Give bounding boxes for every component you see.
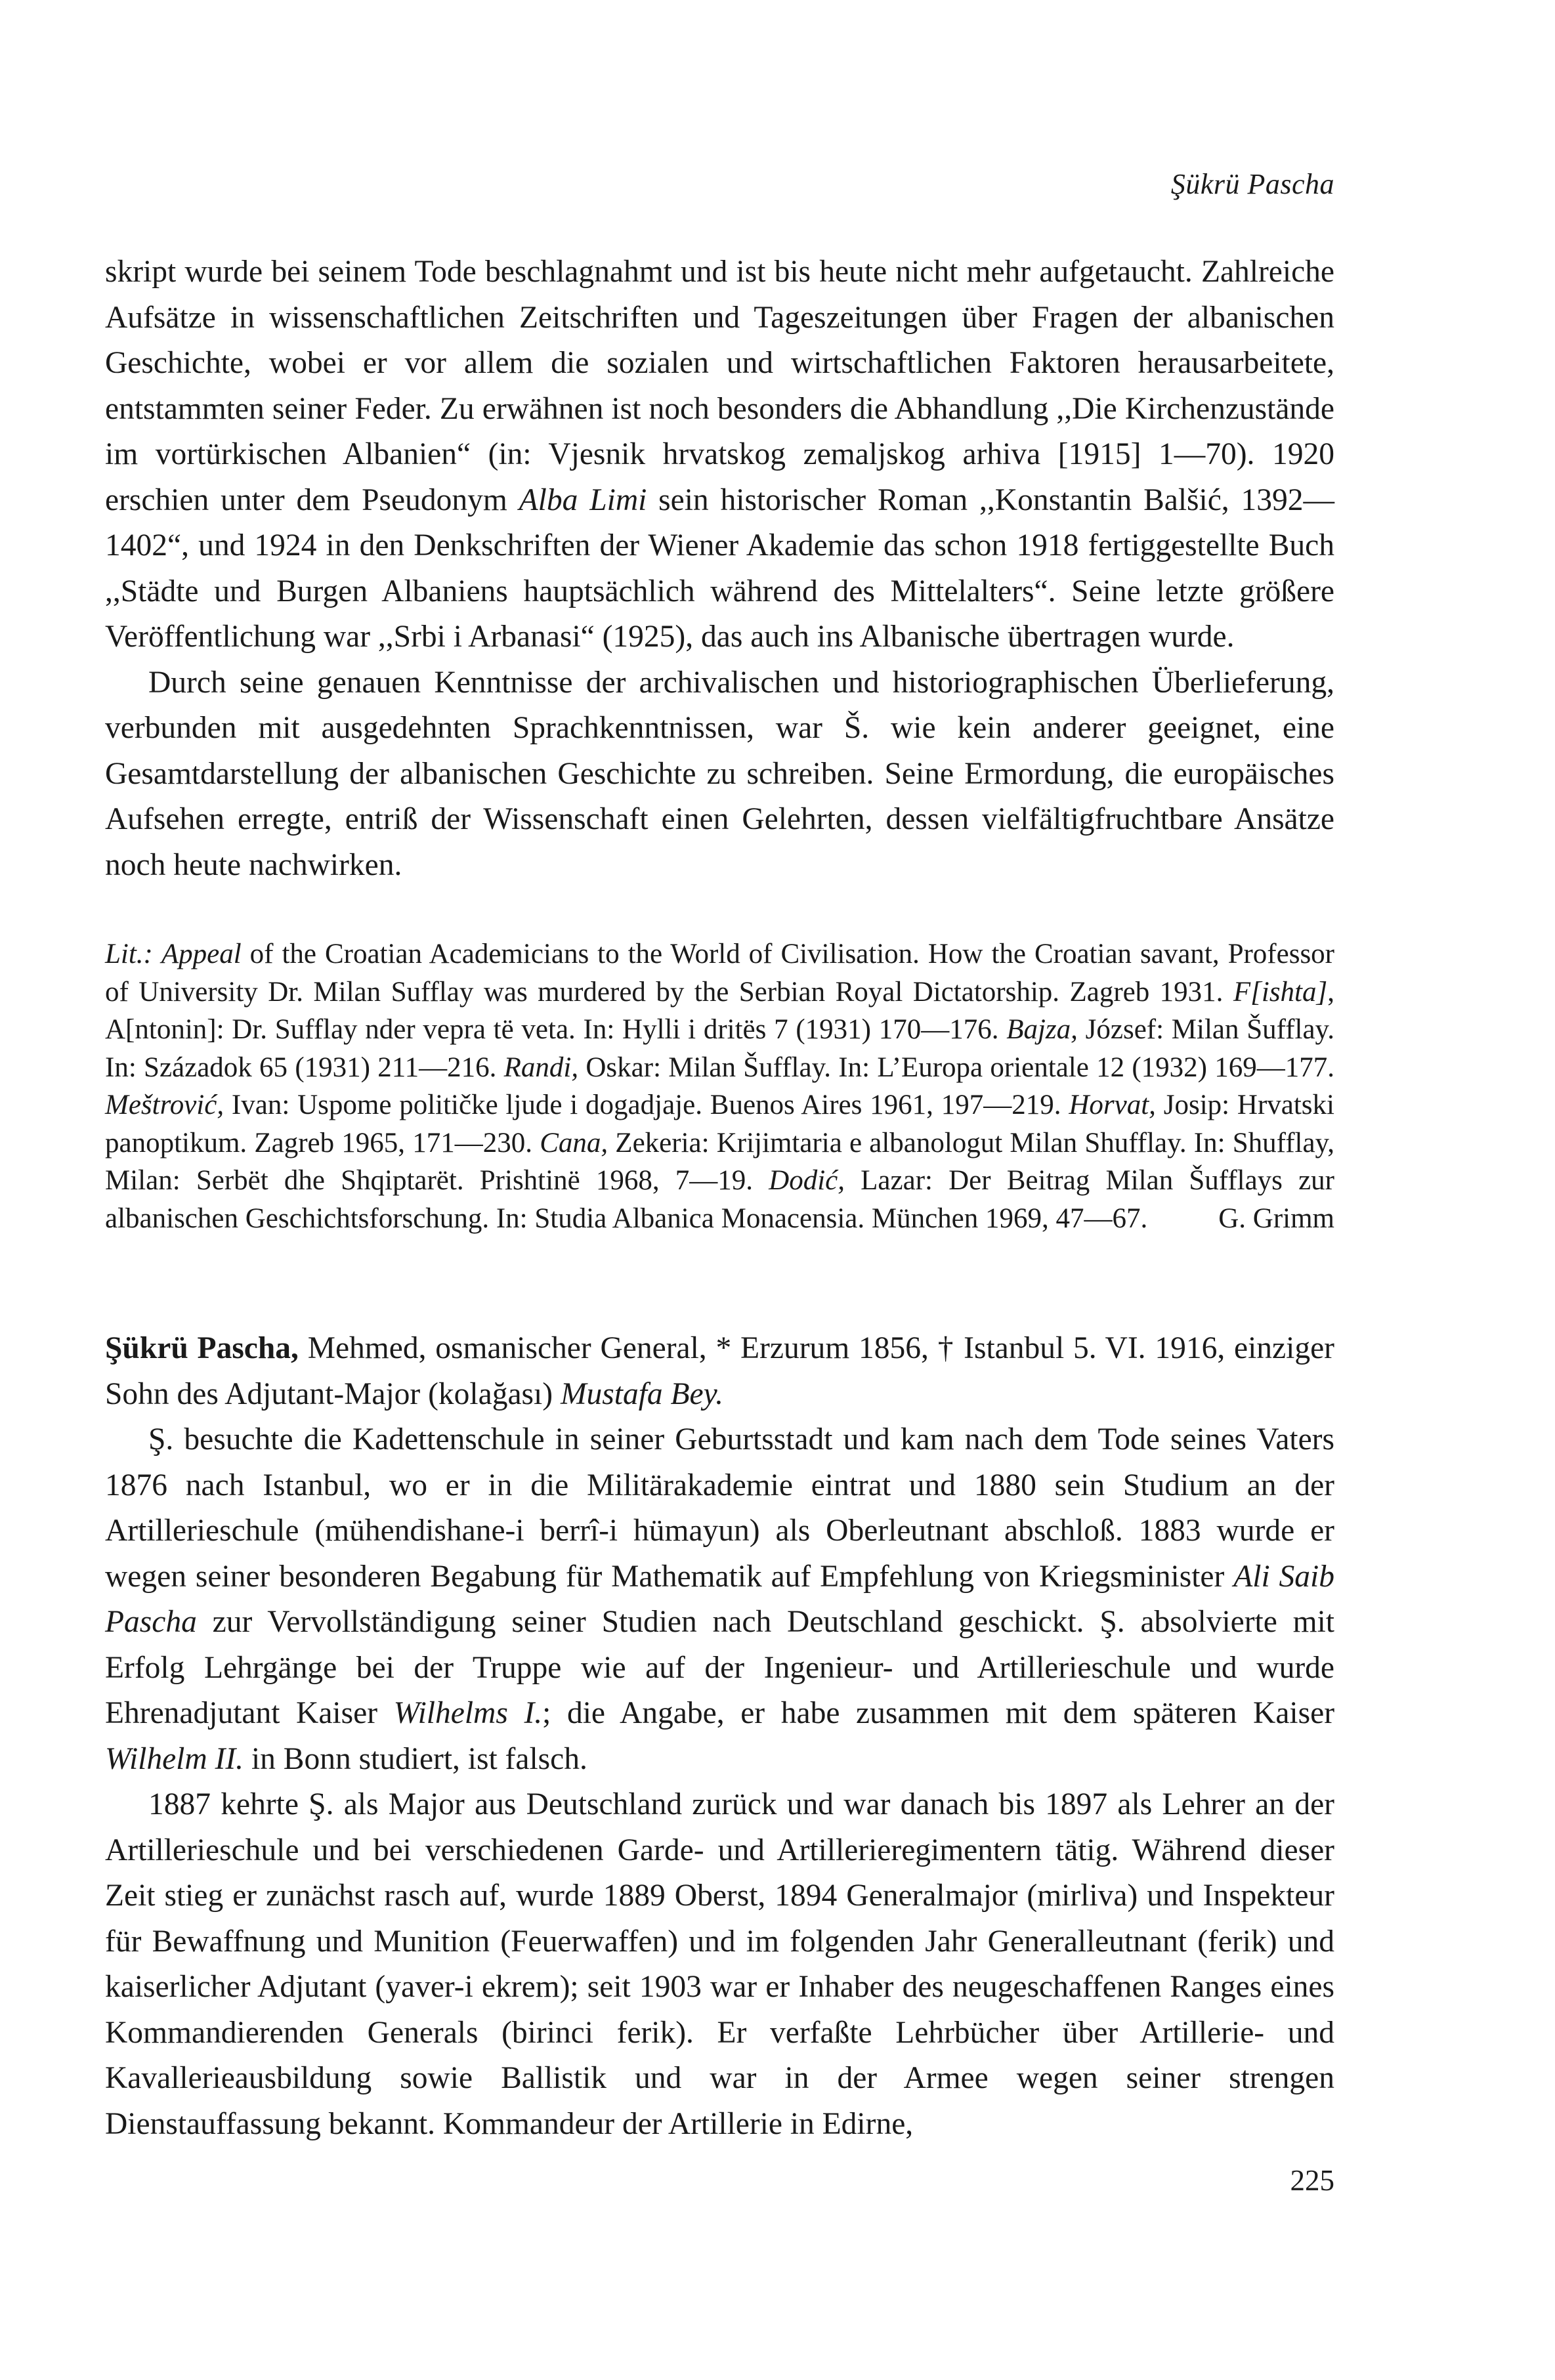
literature-block xyxy=(105,935,1334,1237)
paragraph: 1887 kehrte Ş. als Major aus Deutschland zurück und war danach bis 1897 als Lehrer an der Artillerieschule und bei verschiedenen Garde- und Artillerieregimentern tätig. Während dieser Zeit stieg er zunächst rasch auf, wurde 1889 Oberst, 1894 Generalmajor (mirliva) und Inspekteur für Bewaffnung und Munition (Feuerwaffen) und im folgenden Jahr Generalleutnant (ferik) und kaiserlicher Adjutant (yaver-i ekrem); seit 1903 war er Inhaber des neugeschaffenen Ranges eines Kommandierenden Generals (birinci ferik). Er verfaßte Lehrbücher über Artillerie- und Kavallerieausbildung sowie Ballistik und war in der Armee wegen seiner strengen Dienstauffassung bekannt. Kommandeur der Artillerie in Edirne, xyxy=(105,1787,1334,2141)
literature-list: Lit.: Appeal of the Croatian Academicians to the World of Civilisation. How the Croatian savant, Professor of University Dr. Milan Sufflay was murdered by the Serbian Royal Dictatorship. Zagreb 1931. F[ishta], A[ntonin]: Dr. Sufflay nder vepra të veta. In: Hylli i dritës 7 (1931) 170—176. Bajza, József: Milan Šufflay. In: Századok 65 (1931) 211—216. Randi, Oskar: Milan Šufflay. In: L’Europa orientale 12 (1932) 169—177. Meštrović, Ivan: Uspome političke ljude i dogadjaje. Buenos Aires 1961, 197—219. Horvat, Josip: Hrvatski panoptikum. Zagreb 1965, 171—230. Cana, Zekeria: Krijimtaria e albanologut Milan Shufflay. In: Shufflay, Milan: Serbët dhe Shqiptarët. Prishtinë 1968, 7—19. Dodić, Lazar: Der Beitrag Milan Šufflays zur albanischen Geschichtsforschung. In: Studia Albanica Monacensia. München 1969, 47—67. G. Grimm xyxy=(105,935,1334,1237)
paragraph: Durch seine genauen Kenntnisse der archivalischen und historiographischen Überlieferung, verbunden mit ausgedehnten Sprachkenntnissen, war Š. wie kein anderer geeignet, eine Gesamtdarstellung der albanischen Geschichte zu schreiben. Seine Ermordung, die europäisches Aufsehen erregte, entriß der Wissenschaft einen Gelehrten, dessen vielfältigfruchtbare Ansätze noch heute nachwirken. xyxy=(105,665,1334,882)
sufflay-entry-continuation xyxy=(105,249,1334,888)
paragraph: skript wurde bei seinem Tode beschlagnahmt und ist bis heute nicht mehr aufgetaucht. Zahlreiche Aufsätze in wissenschaftlichen Zeitschriften und Tageszeitungen über Fragen der albanischen Geschichte, wobei er vor allem die sozialen und wirtschaftlichen Faktoren herausarbeitete, entstammten seiner Feder. Zu erwähnen ist noch besonders die Abhandlung ,,Die Kirchenzustände im vortürkischen Albanien“ (in: Vjesnik hrvatskog zemaljskog arhiva [1915] 1—70). 1920 erschien unter dem Pseudonym Alba Limi sein historischer Roman ,,Konstantin Balšić, 1392—1402“, und 1924 in den Denkschriften der Wiener Akademie das schon 1918 fertiggestellte Buch ,,Städte und Burgen Albaniens hauptsächlich während des Mittelalters“. Seine letzte größere Veröffentlichung war ,,Srbi i Arbanasi“ (1925), das auch ins Albanische übertragen wurde. xyxy=(105,255,1335,654)
sukru-pascha-entry xyxy=(105,1326,1334,2147)
page-number: 225 xyxy=(1290,2164,1334,2197)
entry-heading: Şükrü Pascha, Mehmed, osmanischer General, * Erzurum 1856, † Istanbul 5. VI. 1916, einziger Sohn des Adjutant-Major (kolağası) Mustafa Bey. xyxy=(105,1331,1334,1411)
article-author: G. Grimm xyxy=(1218,1202,1334,1234)
lemma: Şükrü Pascha, xyxy=(105,1331,299,1365)
running-head: Şükrü Pascha xyxy=(1170,168,1334,200)
paragraph: Ş. besuchte die Kadettenschule in seiner Geburtsstadt und kam nach dem Tode seines Vaters 1876 nach Istanbul, wo er in die Militärakademie eintrat und 1880 sein Studium an der Artillerieschule (mühendishane-i berrî-i hümayun) als Oberleutnant abschloß. 1883 wurde er wegen seiner besonderen Begabung für Mathematik auf Empfehlung von Kriegsminister Ali Saib Pascha zur Vervollständigung seiner Studien nach Deutschland geschickt. Ş. absolvierte mit Erfolg Lehrgänge bei der Truppe wie auf der Ingenieur- und Artillerieschule und wurde Ehrenadjutant Kaiser Wilhelms I.; die Angabe, er habe zusammen mit dem späteren Kaiser Wilhelm II. in Bonn studiert, ist falsch. xyxy=(105,1422,1335,1776)
pseudonym: Alba Limi xyxy=(519,482,647,517)
